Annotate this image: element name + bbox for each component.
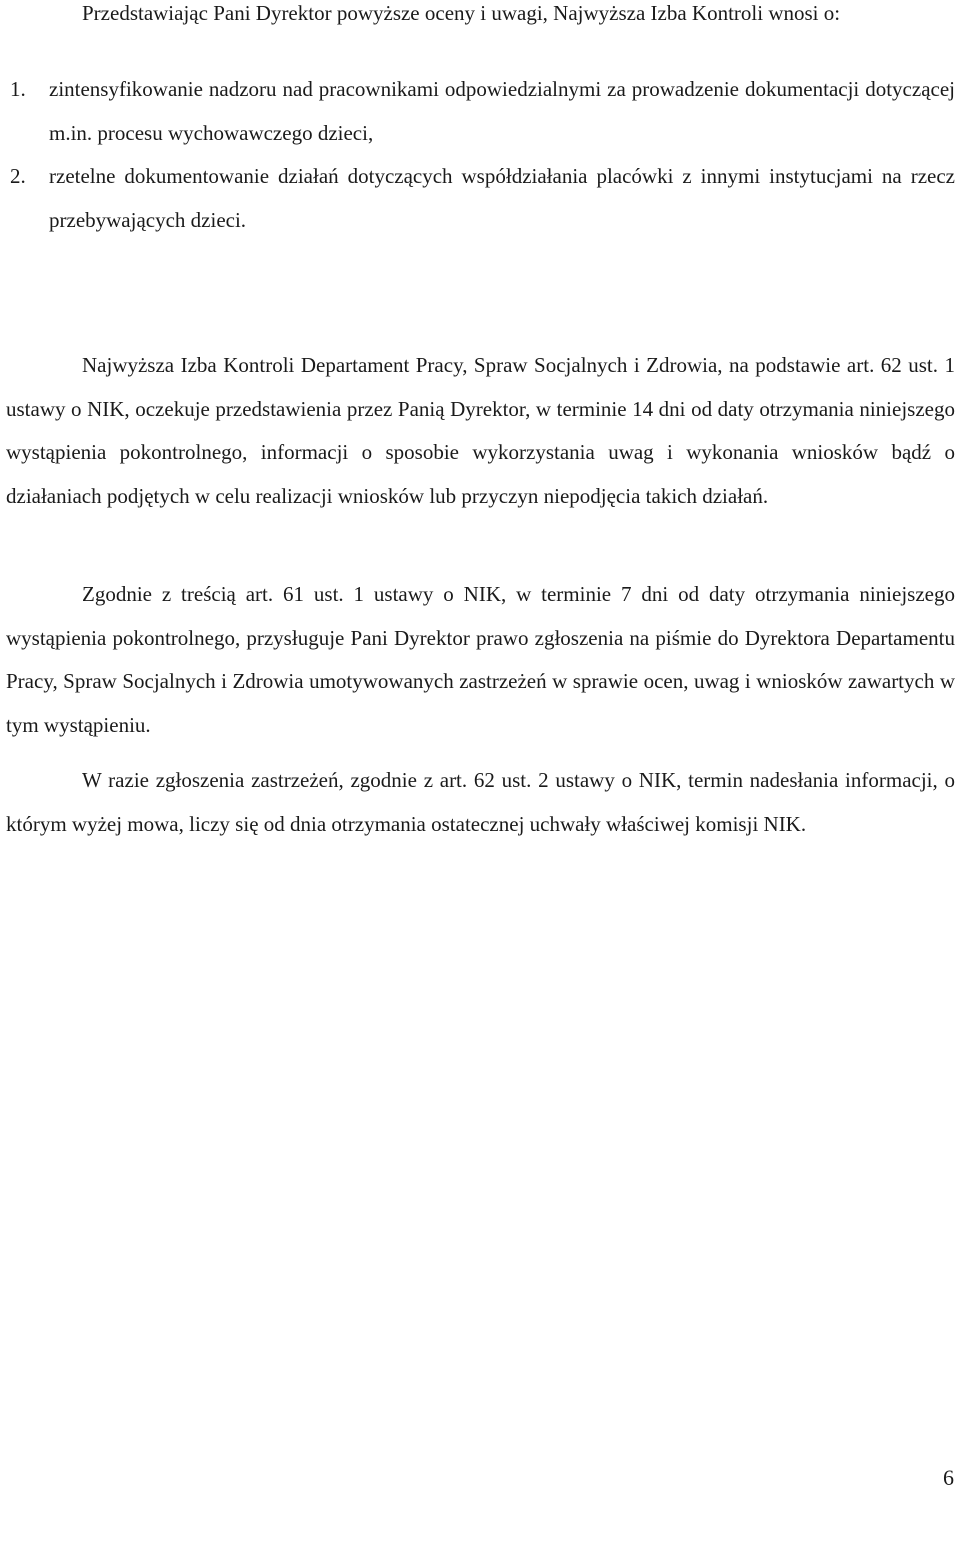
list-item [6, 68, 955, 155]
list-item-number: 2. [10, 164, 26, 188]
list-item-number: 1. [10, 77, 26, 101]
objection-right-paragraph: Zgodnie z treścią art. 61 ust. 1 ustawy o NIK, w terminie 7 dni od daty otrzymania niniejszego wystąpienia pokontrolnego, przysługuje Pani Dyrektor prawo zgłoszenia na piśmie do Dyrektora Departamentu Pracy, Spraw Socjalnych i Zdrowia umotywowanych zastrzeżeń w sprawie ocen, uwag i wniosków zawartych w tym wystąpieniu. [6, 582, 955, 737]
list-item [6, 155, 955, 242]
page-number: 6 [943, 1465, 954, 1490]
response-deadline-paragraph: Najwyższa Izba Kontroli Departament Pracy, Spraw Socjalnych i Zdrowia, na podstawie art. 62 ust. 1 ustawy o NIK, oczekuje przedstawienia przez Panią Dyrektor, w terminie 14 dni od daty otrzymania niniejszego wystąpienia pokontrolnego, informacji o sposobie wykorzystania uwag i wykonania wniosków bądź o działaniach podjętych w celu realizacji wniosków lub przyczyn niepodjęcia takich działań. [6, 353, 955, 508]
list-item-text: rzetelne dokumentowanie działań dotyczących współdziałania placówki z innymi instytucjami na rzecz przebywających dzieci. [49, 164, 955, 232]
intro-paragraph: Przedstawiając Pani Dyrektor powyższe oceny i uwagi, Najwyższa Izba Kontroli wnosi o: [82, 1, 841, 25]
list-item-text: zintensyfikowanie nadzoru nad pracownikami odpowiedzialnymi za prowadzenie dokumentacji dotyczącej m.in. procesu wychowawczego dzieci, [49, 77, 955, 145]
objection-term-paragraph: W razie zgłoszenia zastrzeżeń, zgodnie z art. 62 ust. 2 ustawy o NIK, termin nadesłania informacji, o którym wyżej mowa, liczy się od dnia otrzymania ostatecznej uchwały właściwej komisji NIK. [6, 768, 955, 836]
requests-list [6, 68, 955, 242]
